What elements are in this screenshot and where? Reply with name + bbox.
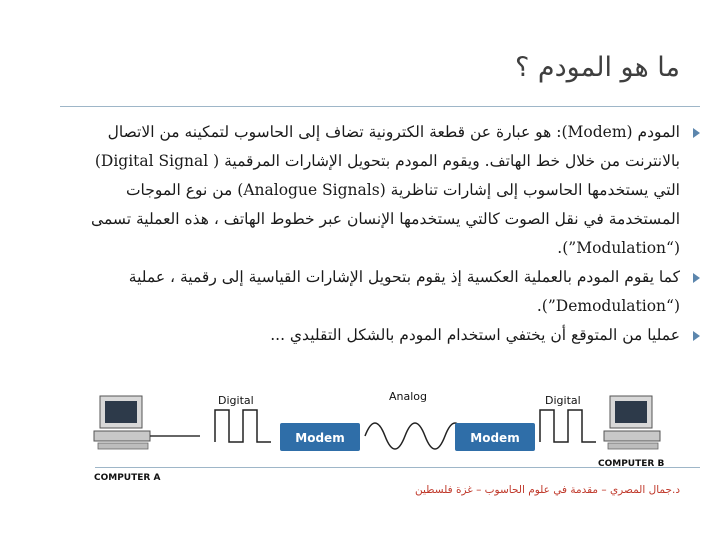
bullet-line: التي يستخدمها الحاسوب إلى إشارات تناظرية (Analogue Signals) من نوع الموجات: [125, 181, 680, 199]
bullet-line: عمليا من المتوقع أن يختفي استخدام المودم بالشكل التقليدي ...: [270, 326, 680, 344]
computer-a-label: COMPUTER A: [94, 473, 161, 483]
footer-divider: [95, 467, 700, 468]
bullet-list: [40, 118, 700, 350]
analog-label: Analog: [388, 390, 428, 403]
bullet-line: (“Modulation”).: [557, 239, 680, 257]
bullet-line: المودم (Modem): هو عبارة عن قطعة الكترونية تضاف إلى الحاسوب لتمكينه من الاتصال: [107, 123, 680, 141]
digital-signal-right: [540, 410, 596, 442]
modem-b-label: Modem: [470, 431, 520, 445]
triangle-bullet-icon: [693, 331, 700, 341]
bullet-modem-definition: [40, 118, 700, 263]
digital-signal-left: [215, 410, 271, 442]
title-divider: [60, 106, 700, 107]
computer-b-label: COMPUTER B: [598, 459, 665, 469]
slide-title: ما هو المودم ؟: [515, 52, 680, 83]
triangle-bullet-icon: [693, 273, 700, 283]
modem-a-label: Modem: [295, 431, 345, 445]
digital-right-label: Digital: [545, 394, 581, 407]
bullet-line: كما يقوم المودم بالعملية العكسية إذ يقوم بتحويل الإشارات القياسية إلى رقمية ، عملية: [128, 268, 680, 286]
bullet-line: (“Demodulation”).: [536, 297, 680, 315]
bullet-line: بالانترنت من خلال خط الهاتف. ويقوم المودم بتحويل الإشارات المرقمية ( Digital Signal): [94, 152, 680, 170]
computer-a-icon: [94, 396, 150, 449]
triangle-bullet-icon: [693, 128, 700, 138]
modem-diagram: [90, 386, 665, 486]
digital-left-label: Digital: [218, 394, 254, 407]
bullet-demodulation: [40, 263, 700, 321]
footer-credit: د.جمال المصري – مقدمة في علوم الحاسوب – غزة فلسطين: [414, 484, 680, 496]
bullet-line: المستخدمة في نقل الصوت كالتي يستخدمها الإنسان عبر خطوط الهاتف ، هذه العملية تسمى: [91, 210, 680, 228]
bullet-future: [40, 321, 700, 350]
computer-b-icon: [604, 396, 660, 449]
